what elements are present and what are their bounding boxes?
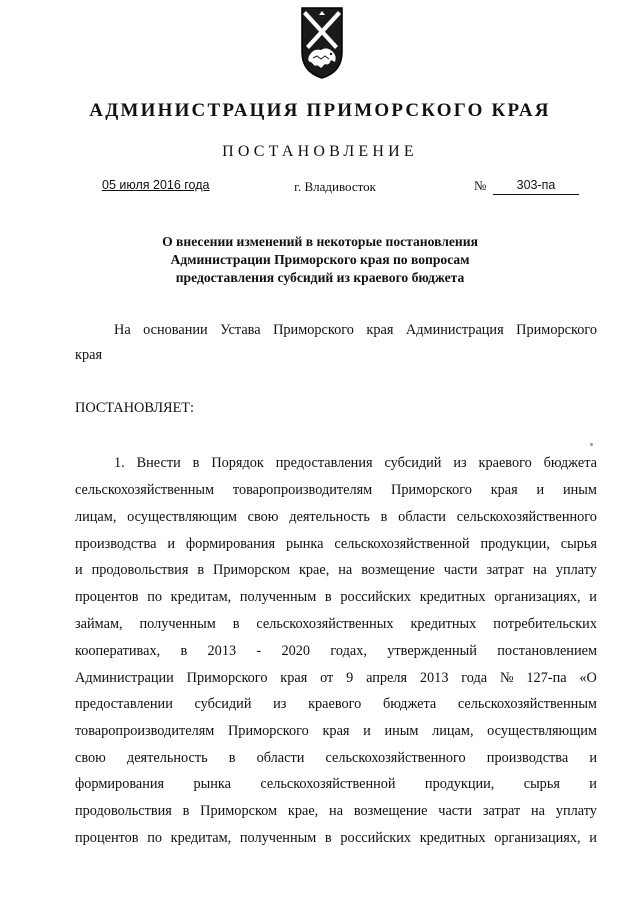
title-line: Администрации Приморского края по вопросам	[170, 252, 470, 267]
document-number: 303-па	[493, 178, 579, 195]
administration-title: АДМИНИСТРАЦИЯ ПРИМОРСКОГО КРАЯ	[89, 100, 551, 121]
body-line: производства и формирования рынка сельскохозяйственной продукции, сырья	[75, 536, 597, 552]
body-line: предоставлении субсидий из краевого бюджета сельскохозяйственным	[75, 696, 597, 712]
body-line: продовольствия в Приморском крае, на возмещение части затрат на уплату	[75, 803, 597, 819]
scan-speck	[590, 443, 593, 446]
intro-line: края	[75, 347, 103, 363]
body-line: лицам, осуществляющим свою деятельность в области сельскохозяйственного	[75, 509, 597, 525]
intro-line: На основании Устава Приморского края Администрация Приморского	[114, 322, 597, 338]
body-line: свою деятельность в области сельскохозяйственного производства и	[75, 750, 597, 766]
decree-word: ПОСТАНОВЛЯЕТ:	[75, 400, 195, 416]
title-line: предоставления субсидий из краевого бюджета	[175, 270, 465, 285]
title-line: О внесении изменений в некоторые постановления	[162, 234, 478, 249]
body-line: товаропроизводителям Приморского края и иным лицам, осуществляющим	[75, 723, 597, 739]
document-type: ПОСТАНОВЛЕНИЕ	[222, 143, 418, 160]
body-line: процентов по кредитам, полученным в российских кредитных организациях, и	[75, 589, 597, 605]
body-line: 1. Внести в Порядок предоставления субсидий из краевого бюджета	[114, 455, 597, 471]
document-title	[0, 233, 640, 287]
body-line: займам, полученным в сельскохозяйственных кредитных потребительских	[75, 616, 597, 632]
body-line: формирования рынка сельскохозяйственной продукции, сырья и	[75, 776, 597, 792]
body-line: сельскохозяйственным товаропроизводителям Приморского края и иным	[75, 482, 597, 498]
document-date: 05 июля 2016 года	[102, 178, 210, 192]
body-line: Администрации Приморского края от 9 апреля 2013 года № 127-па «О	[75, 670, 597, 686]
body-line: кооперативах, в 2013 - 2020 годах, утвержденный постановлением	[75, 643, 597, 659]
coat-of-arms-icon	[299, 6, 345, 80]
body-line: процентов по кредитам, полученным в российских кредитных организациях, и	[75, 830, 597, 846]
number-sign: №	[474, 178, 487, 193]
body-line: и продовольствия в Приморском крае, на возмещение части затрат на уплату	[75, 562, 597, 578]
document-city: г. Владивосток	[294, 179, 376, 194]
